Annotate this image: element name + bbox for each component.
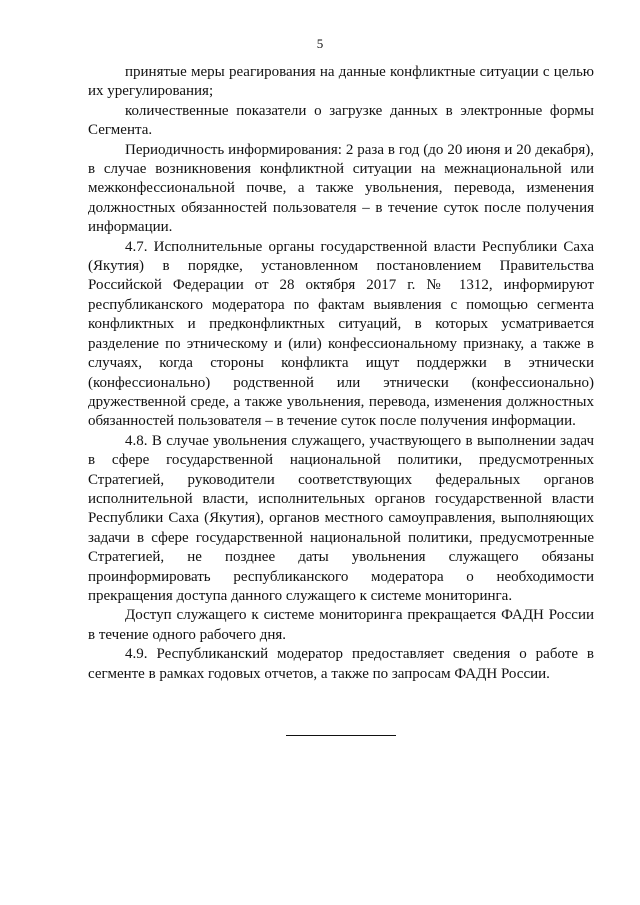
paragraph-section-4-8: 4.8. В случае увольнения служащего, участвующего в выполнении задач в сфере государственной национальной политики, предусмотренных Стратегией, руководители соответствующих федеральных органов исполнительной власти, исполнительных органов государственной власти Республики Саха (Якутия), органов местного самоуправления, выполняющих задачи в сфере государственной национальной политики, предусмотренные Стратегией, не позднее даты увольнения служащего обязаны проинформировать республиканского модератора о необходимости прекращения доступа данного служащего к системе мониторинга. xyxy=(88,432,594,604)
paragraph-access-termination: Доступ служащего к системе мониторинга прекращается ФАДН России в течение одного рабочего дня. xyxy=(88,607,594,643)
paragraph-data-load-indicators: количественные показатели о загрузке данных в электронные формы Сегмента. xyxy=(88,102,594,139)
end-separator-line xyxy=(286,735,396,736)
paragraph-section-4-9: 4.9. Республиканский модератор предоставляет сведения о работе в сегменте в рамках годовых отчетов, а также по запросам ФАДН России. xyxy=(88,646,594,682)
paragraph-reporting-frequency: Периодичность информирования: 2 раза в год (до 20 июня и 20 декабря), в случае возникновения конфликтной ситуации на межнациональной или межконфессиональной почве, а также увольнения, перевода, изменения должностных обязанностей пользователя – в течение суток после получения информации. xyxy=(88,141,594,236)
page-number: 5 xyxy=(316,36,324,51)
paragraph-section-4-7: 4.7. Исполнительные органы государственной власти Республики Саха (Якутия) в порядке, установленном постановлением Правительства Российской Федерации от 28 октября 2017 г. № 1312, информируют республиканского модератора по фактам выявления с помощью сегмента конфликтных и предконфликтных ситуаций, в которых усматривается разделение по этническому и (или) конфессиональному признаку, а также в случаях, когда стороны конфликта ищут поддержки в этнически (конфессионально) родственной или этнически (конфессионально) дружественной среде, а также увольнения, перевода, изменения должностных обязанностей пользователя – в течение суток после получения информации. xyxy=(88,238,594,430)
paragraph-response-measures: принятые меры реагирования на данные конфликтные ситуации с целью их урегулирования; xyxy=(88,64,594,100)
document-body xyxy=(88,63,594,684)
